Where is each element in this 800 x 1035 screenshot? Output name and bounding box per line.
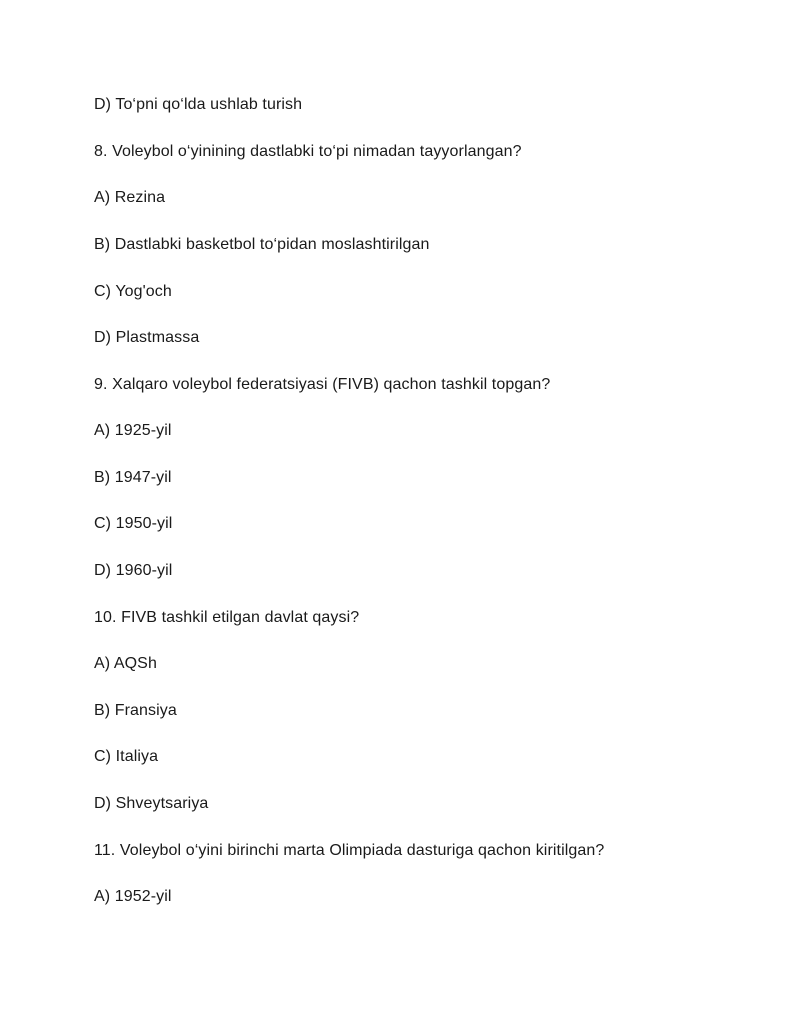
answer-option: B) 1947-yil [94, 469, 172, 486]
answer-option: C) Yog'och [94, 283, 172, 300]
answer-option: C) 1950-yil [94, 515, 173, 532]
question-text: 8. Voleybol o‘yinining dastlabki to‘pi nimadan tayyorlangan? [94, 143, 522, 160]
question-text: 11. Voleybol o‘yini birinchi marta Olimpiada dasturiga qachon kiritilgan? [94, 842, 605, 859]
answer-option: B) Fransiya [94, 702, 177, 719]
question-text: 9. Xalqaro voleybol federatsiyasi (FIVB) qachon tashkil topgan? [94, 376, 551, 393]
answer-option: D) Shveytsariya [94, 795, 209, 812]
answer-option: A) AQSh [94, 655, 157, 672]
answer-option: A) Rezina [94, 189, 166, 206]
answer-option: A) 1925-yil [94, 422, 172, 439]
answer-option: B) Dastlabki basketbol to‘pidan moslashtirilgan [94, 236, 430, 253]
answer-option: D) To‘pni qo‘lda ushlab turish [94, 96, 303, 113]
answer-option: C) Italiya [94, 748, 159, 765]
answer-option: A) 1952-yil [94, 888, 172, 905]
question-text: 10. FIVB tashkil etilgan davlat qaysi? [94, 609, 360, 626]
answer-option: D) Plastmassa [94, 329, 200, 346]
answer-option: D) 1960-yil [94, 562, 173, 579]
